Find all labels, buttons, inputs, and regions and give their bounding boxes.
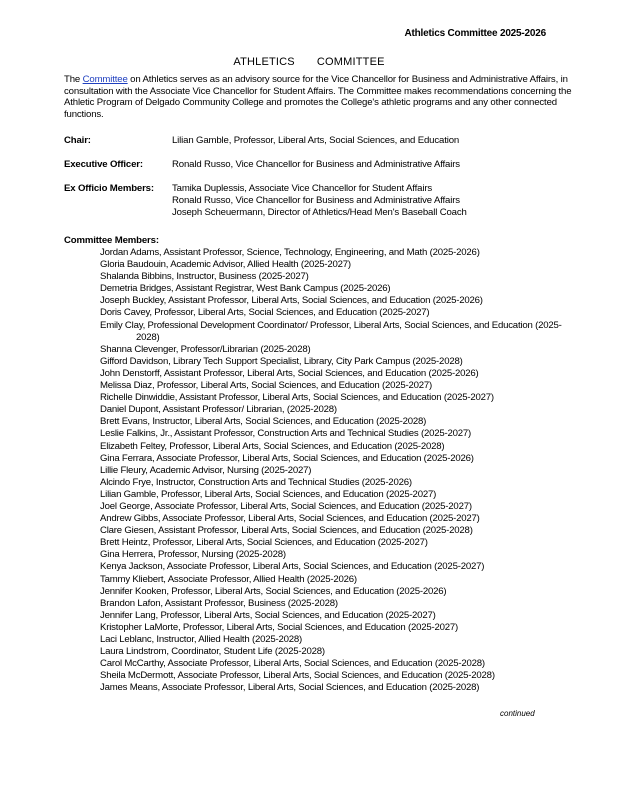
committee-member: James Means, Associate Professor, Liberal Arts, Social Sciences, and Education (2025-2028) — [100, 682, 480, 694]
committee-member: Brett Evans, Instructor, Liberal Arts, Social Sciences, and Education (2025-2028) — [100, 416, 427, 428]
intro-paragraph — [64, 74, 580, 120]
committee-member: Carol McCarthy, Associate Professor, Liberal Arts, Social Sciences, and Education (2025-2028) — [100, 658, 485, 670]
committee-member: Gina Ferrara, Associate Professor, Liberal Arts, Social Sciences, and Education (2025-2026) — [100, 452, 474, 464]
chair-label: Chair: — [64, 135, 91, 146]
committee-member: Jordan Adams, Assistant Professor, Science, Technology, Engineering, and Math (2025-2026) — [100, 247, 480, 258]
committee-member: Elizabeth Feltey, Professor, Liberal Arts, Social Sciences, and Education (2025-2028) — [100, 440, 445, 452]
title-word-committee: COMMITTEE — [316, 56, 385, 68]
committee-member: Laura Lindstrom, Coordinator, Student Life (2025-2028) — [100, 646, 325, 658]
committee-member: Jennifer Lang, Professor, Liberal Arts, Social Sciences, and Education (2025-2027) — [100, 609, 436, 621]
committee-member: Richelle Dinwiddie, Assistant Professor, Liberal Arts, Social Sciences, and Education (2025-2027) — [100, 392, 494, 404]
intro-lead: The — [64, 74, 83, 85]
committee-member: Lillie Fleury, Academic Advisor, Nursing (2025-2027) — [100, 464, 312, 476]
committee-member: Shanna Clevenger, Professor/Librarian (2025-2028) — [100, 343, 311, 355]
ex-officio-member: Ronald Russo, Vice Chancellor for Business and Administrative Affairs — [172, 195, 460, 206]
committee-member: Clare Giesen, Assistant Professor, Liberal Arts, Social Sciences, and Education (2025-2028) — [100, 525, 473, 537]
committee-member: Tammy Kliebert, Associate Professor, Allied Health (2025-2026) — [100, 573, 357, 585]
committee-member: Brandon Lafon, Assistant Professor, Business (2025-2028) — [100, 597, 338, 609]
committee-member: Doris Cavey, Professor, Liberal Arts, Social Sciences, and Education (2025-2027) — [100, 307, 430, 319]
ex-officio-member: Tamika Duplessis, Associate Vice Chancellor for Student Affairs — [172, 183, 433, 194]
committee-member: Jennifer Kooken, Professor, Liberal Arts, Social Sciences, and Education (2025-2026) — [100, 585, 447, 597]
committee-member: Brett Heintz, Professor, Liberal Arts, Social Sciences, and Education (2025-2027) — [100, 537, 428, 549]
chair-value: Lilian Gamble, Professor, Liberal Arts, Social Sciences, and Education — [172, 135, 460, 146]
committee-member: John Denstorff, Assistant Professor, Liberal Arts, Social Sciences, and Education (2025-2026) — [100, 367, 479, 379]
committee-member: Leslie Falkins, Jr., Assistant Professor, Construction Arts and Technical Studies (2025-2027) — [100, 428, 472, 440]
committee-member: Sheila McDermott, Associate Professor, Liberal Arts, Social Sciences, and Education (2025-2028) — [100, 670, 495, 682]
executive-officer-value: Ronald Russo, Vice Chancellor for Business and Administrative Affairs — [172, 159, 460, 170]
committee-members-list — [100, 247, 580, 694]
intro-text: on Athletics serves as an advisory source for the Vice Chancellor for Business and Administrative Affairs, in consultation with the Associate Vice Chancellor for Student Affairs. The Committee makes recommendations concerning the Athletic Program of Delgado Community College and promotes the College's athletic programs and any other connected functions. — [64, 74, 572, 120]
committee-member: Joel George, Associate Professor, Liberal Arts, Social Sciences, and Education (2025-2027) — [100, 500, 472, 512]
committee-member: Melissa Diaz, Professor, Liberal Arts, Social Sciences, and Education (2025-2027) — [100, 380, 433, 392]
committee-member: Demetria Bridges, Assistant Registrar, West Bank Campus (2025-2026) — [100, 283, 391, 295]
page-title — [0, 56, 618, 68]
executive-officer-label: Executive Officer: — [64, 159, 143, 170]
ex-officio-label: Ex Officio Members: — [64, 183, 154, 194]
committee-member: Lilian Gamble, Professor, Liberal Arts, Social Sciences, and Education (2025-2027) — [100, 488, 437, 500]
committee-member: Joseph Buckley, Assistant Professor, Liberal Arts, Social Sciences, and Education (2025-2026) — [100, 295, 483, 307]
continued-note: continued — [500, 709, 535, 718]
running-header: Athletics Committee 2025-2026 — [404, 28, 546, 39]
committee-member: Shalanda Bibbins, Instructor, Business (2025-2027) — [100, 271, 309, 283]
ex-officio-member: Joseph Scheuermann, Director of Athletics/Head Men's Baseball Coach — [172, 207, 467, 218]
committee-member: Emily Clay, Professional Development Coordinator/ Professor, Liberal Arts, Social Sciences, and Education (2025-2028) — [100, 319, 562, 343]
committee-link[interactable]: Committee — [82, 74, 128, 85]
committee-member: Laci Leblanc, Instructor, Allied Health (2025-2028) — [100, 634, 303, 645]
title-word-athletics: ATHLETICS — [233, 56, 295, 68]
committee-member: Gina Herrera, Professor, Nursing (2025-2028) — [100, 549, 286, 561]
committee-member: Kristopher LaMorte, Professor, Liberal Arts, Social Sciences, and Education (2025-2027) — [100, 621, 459, 633]
committee-member: Andrew Gibbs, Associate Professor, Liberal Arts, Social Sciences, and Education (2025-2027) — [100, 513, 480, 525]
committee-members-label: Committee Members: — [64, 235, 159, 246]
committee-member: Daniel Dupont, Assistant Professor/ Librarian, (2025-2028) — [100, 404, 337, 416]
committee-member: Kenya Jackson, Associate Professor, Liberal Arts, Social Sciences, and Education (2025-2027) — [100, 561, 485, 573]
committee-member: Gloria Baudouin, Academic Advisor, Allied Health (2025-2027) — [100, 259, 351, 271]
committee-member: Alcindo Frye, Instructor, Construction Arts and Technical Studies (2025-2026) — [100, 476, 412, 488]
committee-member: Gifford Davidson, Library Tech Support Specialist, Library, City Park Campus (2025-2028) — [100, 355, 463, 367]
